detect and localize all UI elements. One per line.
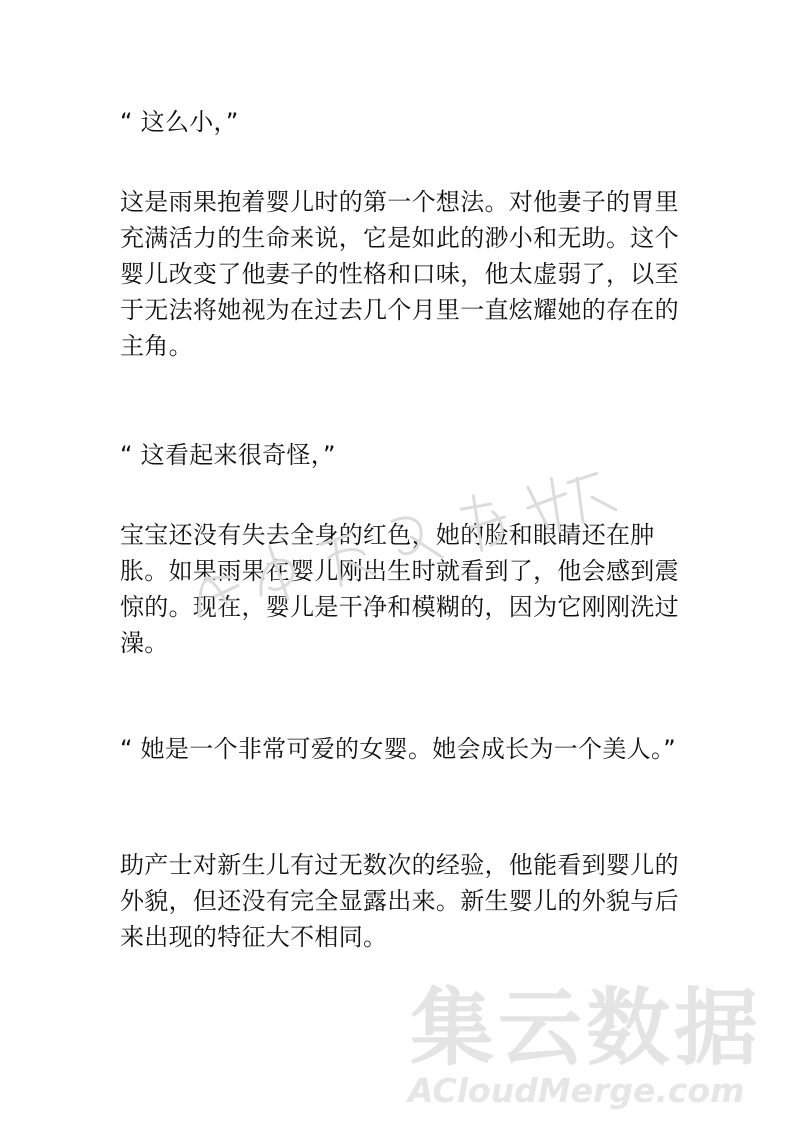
logo-watermark	[404, 979, 784, 1113]
paragraph-6: 助产士对新生儿有过无数次的经验，他能看到婴儿的外貌，但还没有完全显露出来。新生婴儿的外貌与后来出现的特征大不相同。	[120, 851, 679, 951]
logo-watermark-english: ACloudMerge.com	[408, 1071, 745, 1110]
paragraph-2: 这是雨果抱着婴儿时的第一个想法。对他妻子的胃里充满活力的生命来说，它是如此的渺小和无助。这个婴儿改变了他妻子的性格和口味，他太虚弱了，以至于无法将她视为在过去几个月里一直炫耀她的存在的主角。	[120, 188, 679, 360]
paragraph-1: “ 这么小，”	[120, 108, 239, 136]
paragraph-3: “ 这看起来很奇怪，”	[120, 441, 336, 469]
paragraph-4: 宝宝还没有失去全身的红色，她的脸和眼睛还在肿胀。如果雨果在婴儿刚出生时就看到了，他会感到震惊的。现在，婴儿是干净和模糊的，因为它刚刚洗过澡。	[120, 521, 679, 657]
paragraph-5: “ 她是一个非常可爱的女婴。她会成长为一个美人。”	[120, 735, 676, 763]
logo-watermark-chinese: 集云数据	[410, 979, 763, 1077]
